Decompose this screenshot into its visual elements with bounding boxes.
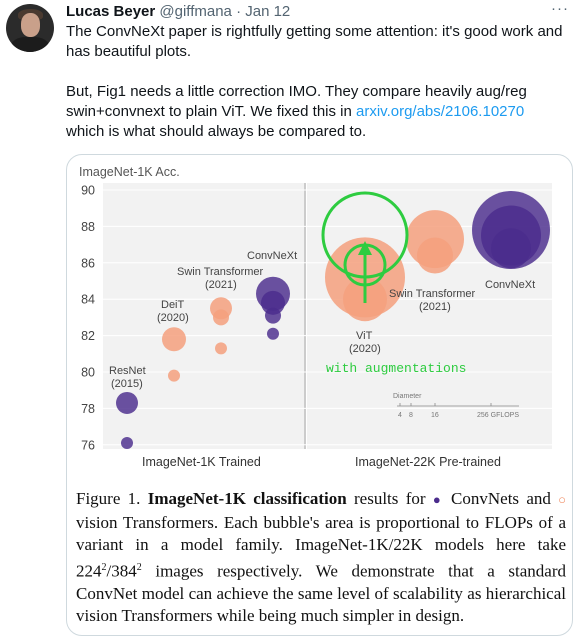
bubble-resnet-imagenet-1k-trained-76-1	[121, 437, 133, 449]
label-convnext-left: ConvNeXt	[247, 250, 298, 262]
y-tick-88: 88	[81, 219, 95, 234]
caption-bold: ImageNet-1K classification	[147, 489, 347, 508]
y-tick-90: 90	[81, 183, 95, 198]
vit-dot-icon: ○	[558, 492, 567, 507]
bubble-deit-imagenet-1k-trained-79-8	[168, 370, 180, 382]
right-panel-label: ImageNet-22K Pre-trained	[355, 455, 501, 469]
convnet-dot-icon: ●	[432, 492, 444, 507]
caption-part1: results for	[354, 489, 426, 508]
annotation-text: with augmentations	[326, 361, 467, 376]
y-tick-78: 78	[81, 401, 95, 416]
legend-label-16: 16	[431, 412, 439, 419]
bubble-resnet-imagenet-1k-trained-78-3	[116, 392, 138, 414]
tweet-line-3: But, Fig1 needs a little correction IMO. They compare heavily aug/reg	[66, 83, 527, 100]
bubble-convnext-imagenet-1k-trained-83-1	[265, 308, 281, 324]
caption-part4: /384	[106, 561, 137, 581]
y-ticks	[81, 184, 95, 453]
y-axis-label: ImageNet-1K Acc.	[79, 165, 180, 179]
legend-label-4: 4	[398, 412, 402, 419]
arxiv-link[interactable]: arxiv.org/abs/2106.10270	[356, 103, 525, 120]
caption-part2: ConvNets and	[451, 489, 551, 508]
caption-prefix: Figure 1.	[76, 489, 141, 508]
tweet-header	[66, 2, 290, 22]
bubble-swin-transformer-imagenet-1k-trained-83	[213, 309, 229, 325]
bubble-convnext-imagenet-22k-pre-trained-86-8	[491, 228, 531, 268]
bubble-swin-transformer-imagenet-1k-trained-81-3	[215, 342, 227, 354]
bubble-deit-imagenet-1k-trained-81-8	[162, 327, 186, 351]
ellipsis-icon[interactable]: ···	[551, 0, 569, 17]
label-vit: ViT	[356, 330, 373, 342]
label-resnet-year: (2015)	[111, 378, 143, 390]
bubble-convnext-imagenet-1k-trained-82-1	[267, 328, 279, 340]
author-name[interactable]: Lucas Beyer	[66, 3, 156, 20]
label-deit-year: (2020)	[157, 312, 189, 324]
tweet-line-4-text: swin+convnext to plain ViT. We fixed this in	[66, 103, 352, 120]
y-tick-80: 80	[81, 365, 95, 380]
tweet-date[interactable]: Jan 12	[245, 3, 291, 20]
y-tick-82: 82	[81, 329, 95, 344]
legend-title: Diameter	[393, 393, 422, 400]
y-tick-84: 84	[81, 292, 95, 307]
label-swin-left: Swin Transformer	[177, 266, 264, 278]
caption-sup1: 2	[101, 561, 107, 573]
tweet-line-4	[66, 102, 571, 122]
avatar-face	[21, 13, 40, 37]
caption-part3: vision Transformers. Each bubble's area is proportional to FLOPs of a variant in a model family. ImageNet-1K/22K models here take 224	[76, 512, 566, 581]
label-vit-year: (2020)	[349, 343, 381, 355]
y-tick-76: 76	[81, 438, 95, 453]
label-resnet: ResNet	[109, 365, 146, 377]
tweet-line-1: The ConvNeXt paper is rightfully getting some attention: it's good work and	[66, 23, 563, 40]
tweet-line-2: has beautiful plots.	[66, 43, 192, 60]
label-convnext-right: ConvNeXt	[485, 279, 536, 291]
separator: ·	[236, 3, 242, 20]
caption-sup2: 2	[136, 561, 142, 573]
caption-part5: images respectively. We demonstrate that a standard ConvNet model can achieve the same level of scalability as hierarchical vision Transformers while being much simpler in design.	[76, 561, 567, 626]
bubble-swin-transformer-imagenet-22k-pre-trained-86-4	[417, 238, 453, 274]
figure-caption	[76, 488, 566, 628]
label-swin-right-year: (2021)	[419, 301, 451, 313]
legend-label-8: 8	[409, 412, 413, 419]
author-handle[interactable]: @giffmana	[159, 3, 232, 20]
avatar[interactable]	[6, 4, 54, 52]
label-swin-right: Swin Transformer	[389, 288, 476, 300]
tweet-line-5: which is what should always be compared to.	[66, 123, 367, 140]
label-deit: DeiT	[161, 299, 185, 311]
legend-label-256: 256 GFLOPS	[477, 412, 520, 419]
label-swin-left-year: (2021)	[205, 279, 237, 291]
y-tick-86: 86	[81, 256, 95, 271]
left-panel-label: ImageNet-1K Trained	[142, 455, 261, 469]
avatar-body	[11, 37, 49, 52]
